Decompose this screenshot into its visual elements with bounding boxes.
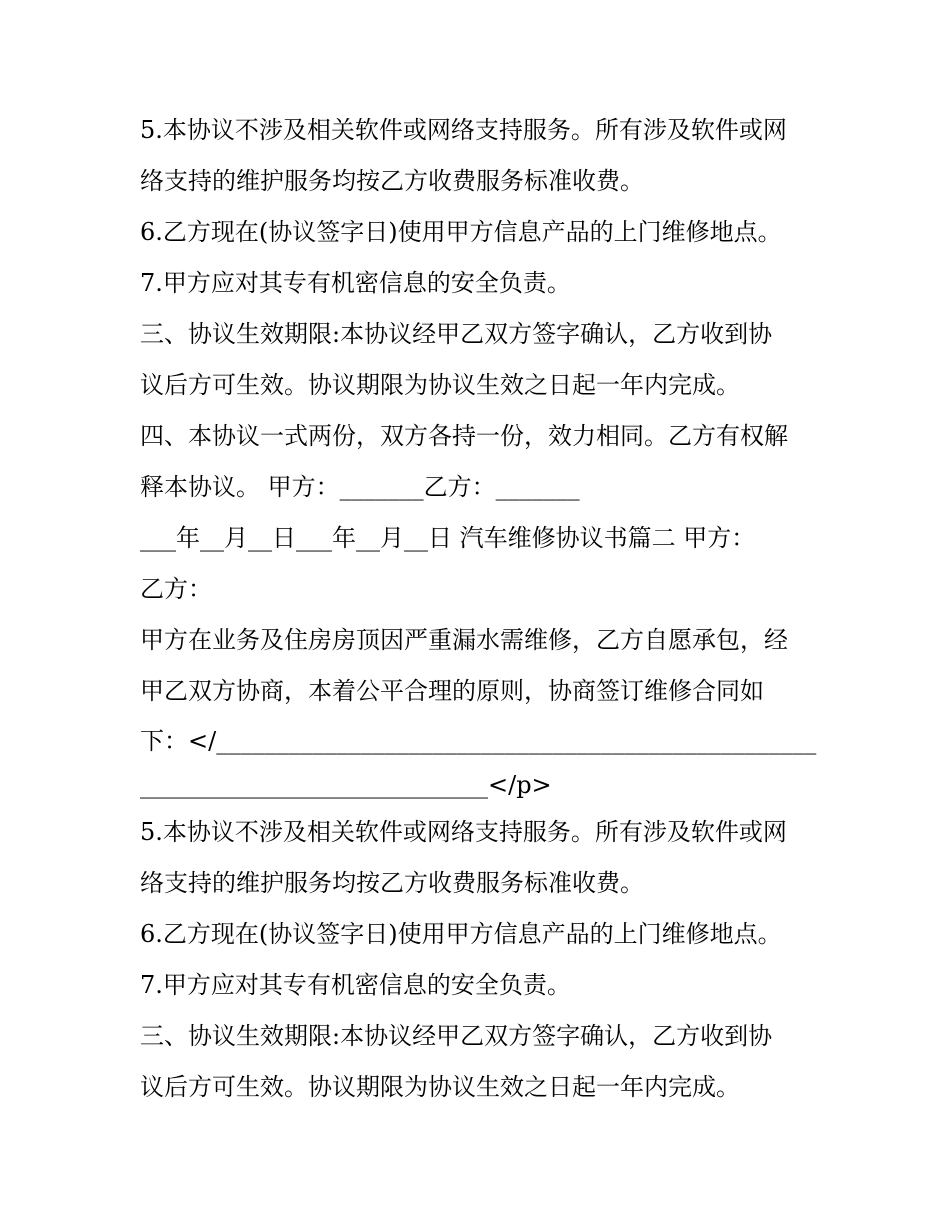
text-line: 5.本协议不涉及相关软件或网络支持服务。所有涉及软件或网 [140,818,787,846]
text-line: 7.甲方应对其专有机密信息的安全负责。 [140,971,571,999]
text-line: 6.乙方现在(协议签字日)使用甲方信息产品的上门维修地点。 [140,218,782,246]
text-line: 四、本协议一式两份，双方各持一份，效力相同。乙方有权解 [140,422,788,450]
text-line: 议后方可生效。协议期限为协议生效之日起一年内完成。 [140,371,740,399]
text-line: 络支持的维护服务均按乙方收费服务标准收费。 [140,869,644,897]
text-line: 三、协议生效期限:本协议经甲乙双方签字确认，乙方收到协 [140,1022,773,1050]
text-line: 5.本协议不涉及相关软件或网络支持服务。所有涉及软件或网 [140,116,787,144]
text-line: 络支持的维护服务均按乙方收费服务标准收费。 [140,167,644,195]
text-line: 议后方可生效。协议期限为协议生效之日起一年内完成。 [140,1073,740,1101]
text-line: _____________________________</p> [140,771,552,799]
text-line: 下：</__________________________________________________ [140,727,817,755]
text-line: 释本协议。 甲方：_______乙方：_______ [140,473,580,501]
text-line: 甲方在业务及住房房顶因严重漏水需维修，乙方自愿承包，经 [140,626,788,654]
text-line: 6.乙方现在(协议签字日)使用甲方信息产品的上门维修地点。 [140,920,782,948]
text-line: 甲乙双方协商，本着公平合理的原则，协商签订维修合同如 [140,677,764,705]
text-line: ___年__月__日___年__月__日 汽车维修协议书篇二 甲方： [140,524,756,552]
text-line: 乙方： [140,575,212,603]
text-line: 7.甲方应对其专有机密信息的安全负责。 [140,269,571,297]
text-line: 三、协议生效期限:本协议经甲乙双方签字确认，乙方收到协 [140,320,773,348]
